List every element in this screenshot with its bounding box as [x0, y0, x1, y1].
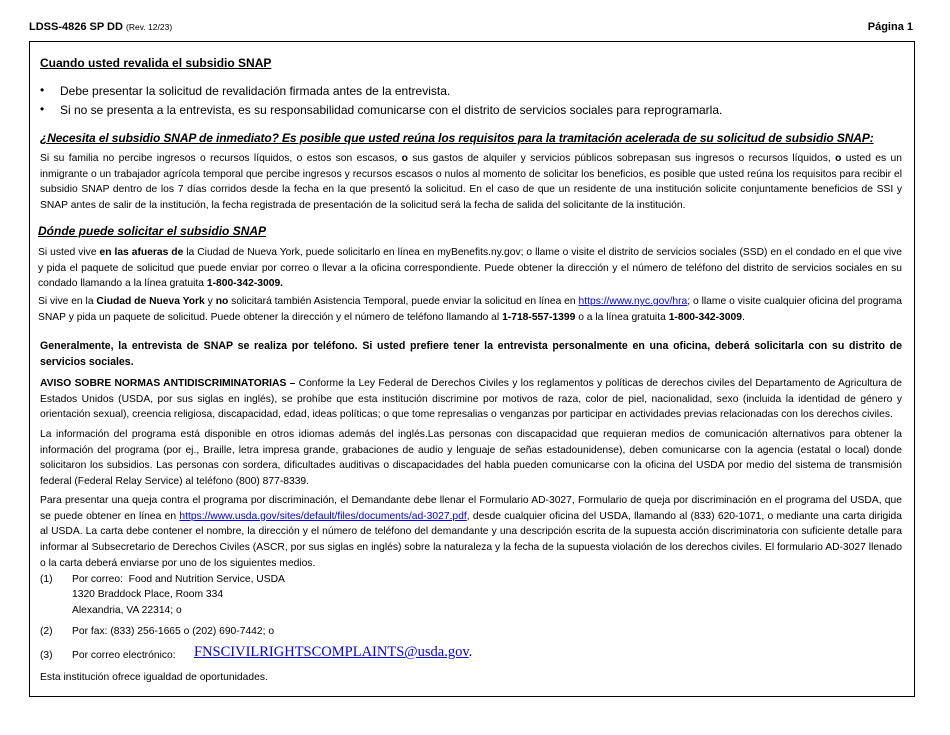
where-nyc-paragraph: Si vive en la Ciudad de Nueva York y no solicitará también Asistencia Temporal, puede enviar la solicitud en línea en https://www.nyc.gov/hra; o llame o visite cualquier oficina del programa SNAP y pida un paquete de solicitud. Puede obtener la dirección y el número de teléfono llamando al 1-718-557-1399 o a la línea gratuita 1-800-342-3009.	[38, 296, 902, 323]
expedited-heading: ¿Necesita el subsidio SNAP de inmediato? Es posible que usted reúna los requisitos para la tramitación acelerada de su solicitud de subsidio SNAP:	[40, 131, 874, 145]
where-heading: Dónde puede solicitar el subsidio SNAP	[38, 224, 267, 238]
form-id: LDSS-4826 SP DD (Rev. 12/23)	[29, 21, 173, 33]
expedited-paragraph: Si su familia no percibe ingresos o recursos líquidos, o estos son escasos, o sus gastos de alquiler y servicios públicos sobrepasan sus ingresos o recursos líquidos, o usted es un inmigrante o un trabajador agrícola temporal que percibe ingresos y recursos escasos o nulos al momento de solicitar los beneficios, es posible que usted reúna los requisitos para recibir el subsidio SNAP dentro de los 7 días corridos desde la fecha en la que presentó la solicitud. En el caso de que un residente de una institución solicite conjuntamente beneficios de SSI y SNAP antes de salir de la institución, la fecha registrada de presentación de la solicitud será la fecha de salida del solicitante de la institución.	[40, 153, 902, 212]
interview-note: Generalmente, la entrevista de SNAP se realiza por teléfono. Si usted prefiere tener la entrevista personalmente en una oficina, deberá solicitarla con su distrito de servicios sociales.	[40, 340, 902, 368]
method-mail: (1) Por correo: Food and Nutrition Service, USDA 1320 Braddock Place, Room 334 Alexandria, VA 22314; o	[40, 574, 285, 616]
ad-3027-link[interactable]: https://www.usda.gov/sites/default/files/documents/ad-3027.pdf	[179, 510, 467, 522]
form-revision: (Rev. 12/23)	[126, 22, 173, 32]
content-frame: Cuando usted revalida el subsidio SNAP • Debe presentar la solicitud de revalidación firmada antes de la entrevista. • Si no se presenta a la entrevista, es su responsabilidad comunicarse con el distrito de servicios sociales para reprogramarla. ¿Necesita el subsidio SNAP de inmediato? Es posible que usted reúna los requisitos para la tramitación acelerada de su solicitud de subsidio SNAP: Si su familia no percibe ingresos o recursos líquidos, o estos son escasos, o sus gastos de alquiler y servicios públicos sobrepasan sus ingresos o recursos líquidos, o usted es un inmigrante o un trabajador agrícola temporal que percibe ingresos y recursos escasos o nulos al momento de solicitar los beneficios, es posible que usted reúna los requisitos para recibir el subsidio SNAP dentro de los 7 días corridos desde la fecha en la que presentó la solicitud. En el caso de que un residente de una institución solicite conjuntamente beneficios de SSI y SNAP antes de salir de la institución, la fecha registrada de presentación de la solicitud será la fecha de salida del solicitante de la institución. Dónde puede solicitar el subsidio SNAP Si usted vive en las afueras de la Ciudad de Nueva York, puede solicitarlo en línea en myBenefits.ny.gov; o llame o visite el distrito de servicios sociales (SSD) en el condado en el que vive y pida el paquete de solicitud que puede enviar por correo o llevar a la oficina correspondiente. Puede obtener la dirección y el número de teléfono del distrito de servicios sociales en su condado llamando a la línea gratuita 1-800-342-3009. Si vive en la Ciudad de Nueva York y no solicitará también Asistencia Temporal, puede enviar la solicitud en línea en https://www.nyc.gov/hra; o llame o visite cualquier oficina del programa SNAP y pida un paquete de solicitud. Puede obtener la dirección y el número de teléfono llamando al 1-718-557-1399 o a la línea gratuita 1-800-342-3009. Generalmente, la entrevista de SNAP se realiza por teléfono. Si usted prefiere tener la entrevista personalmente en una oficina, deberá solicitarla con su distrito de servicios sociales. AVISO SOBRE NORMAS ANTIDISCRIMINATORIAS – Conforme la Ley Federal de Derechos Civiles y los reglamentos y políticas de derechos civiles del Departamento de Agricultura de Estados Unidos (USDA, por sus siglas en inglés), se prohíbe que esta institución discrimine por motivos de raza, color de piel, nacionalidad, sexo (incluida la identidad de género y orientación sexual), creencia religiosa, discapacidad, edad, ideas políticas; o que tome represalias o venganzas por participar en actividades previas relacionadas con los derechos civiles. La información del programa está disponible en otros idiomas además del inglés.Las personas con discapacidad que requieran medios de comunicación alternativos para obtener la información del programa (por ej., Braille, letra impresa grande, grabaciones de audio y lenguaje de señas estadounidense), deben comunicarse con la agencia (estatal o local) donde solicitaron los subsidios. Las personas con sordera, dificultades auditivas o discapacidades del habla pueden comunicarse con la oficina del USDA por medio del sistema de transmisión federal (Federal Relay Service) al teléfono (800) 877-8339. Para presentar una queja contra el programa por discriminación, el Demandante debe llenar el Formulario AD-3027, Formulario de queja por discriminación en el programa del USDA, que se puede obtener en línea en https://www.usda.gov/sites/default/files/documents/ad-3027.pdf, desde cualquier oficina del USDA, llamando al (833) 620-1071, o mediante una carta dirigida al USDA. La carta debe contener el nombre, la dirección y el número de teléfono del demandante y una descripción escrita de la supuesta acción discriminatoria con suficiente detalle para informar al Subsecretario de Derechos Civiles (ASCR, por sus siglas en inglés) sobre la naturaleza y la fecha de la supuesta violación de los derechos civiles. El formulario AD-3027 llenado o la carta deberá enviarse por uno de los siguientes medios. (1) Por correo: Food and Nutrition Service, USDA 1320 Braddock Place, Room 334 Alexandria, VA 22314; o (2) Por fax: (833) 256-1665 o (202) 690-7442; o (3) Por correo electrónico: FNSCIVILRIGHTSCOMPLAINTS@usda.gov. Esta institución ofrece igualdad de oportunidades.	[29, 41, 915, 697]
method-fax: (2) Por fax: (833) 256-1665 o (202) 690-7442; o	[40, 626, 275, 637]
page-header	[29, 21, 915, 35]
complaint-paragraph: Para presentar una queja contra el programa por discriminación, el Demandante debe llenar el Formulario AD-3027, Formulario de queja por discriminación en el programa del USDA, que se puede obtener en línea en https://www.usda.gov/sites/default/files/documents/ad-3027.pdf, desde cualquier oficina del USDA, llamando al (833) 620-1071, o mediante una carta dirigida al USDA. La carta debe contener el nombre, la dirección y el número de teléfono del demandante y una descripción escrita de la supuesta acción discriminatoria con suficiente detalle para informar al Subsecretario de Derechos Civiles (ASCR, por sus siglas en inglés) sobre la naturaleza y la fecha de la supuesta violación de los derechos civiles. El formulario AD-3027 llenado o la carta deberá enviarse por uno de los siguientes medios.	[40, 495, 902, 569]
hra-link[interactable]: https://www.nyc.gov/hra	[578, 296, 688, 307]
where-upstate-paragraph: Si usted vive en las afueras de la Ciudad de Nueva York, puede solicitarlo en línea en myBenefits.ny.gov; o llame o visite el distrito de servicios sociales (SSD) en el condado en el que vive y pida el paquete de solicitud que puede enviar por correo o llevar a la oficina correspondiente. Puede obtener la dirección y el número de teléfono del distrito de servicios sociales en su condado llamando a la línea gratuita 1-800-342-3009.	[38, 247, 902, 290]
revalidate-heading: Cuando usted revalida el subsidio SNAP	[40, 56, 272, 70]
equal-opportunity-note: Esta institución ofrece igualdad de oportunidades.	[40, 672, 268, 683]
method-email: (3) Por correo electrónico: FNSCIVILRIGHTSCOMPLAINTS@usda.gov.	[40, 644, 473, 661]
complaints-email-link[interactable]: FNSCIVILRIGHTSCOMPLAINTS@usda.gov	[194, 644, 469, 660]
nondiscrimination-paragraph: AVISO SOBRE NORMAS ANTIDISCRIMINATORIAS – Conforme la Ley Federal de Derechos Civiles y los reglamentos y políticas de derechos civiles del Departamento de Agricultura de Estados Unidos (USDA, por sus siglas en inglés), se prohíbe que esta institución discrimine por motivos de raza, color de piel, nacionalidad, sexo (incluida la identidad de género y orientación sexual), creencia religiosa, discapacidad, edad, ideas políticas; o que tome represalias o venganzas por participar en actividades previas relacionadas con los derechos civiles.	[40, 378, 902, 421]
languages-paragraph: La información del programa está disponible en otros idiomas además del inglés.Las personas con discapacidad que requieran medios de comunicación alternativos para obtener la información del programa (por ej., Braille, letra impresa grande, grabaciones de audio y lenguaje de señas estadounidense), deben comunicarse con la agencia (estatal o local) donde solicitaron los subsidios. Las personas con sordera, dificultades auditivas o discapacidades del habla pueden comunicarse con la oficina del USDA por medio del sistema de transmisión federal (Federal Relay Service) al teléfono (800) 877-8339.	[40, 429, 902, 488]
page-number: Página 1	[867, 21, 913, 33]
